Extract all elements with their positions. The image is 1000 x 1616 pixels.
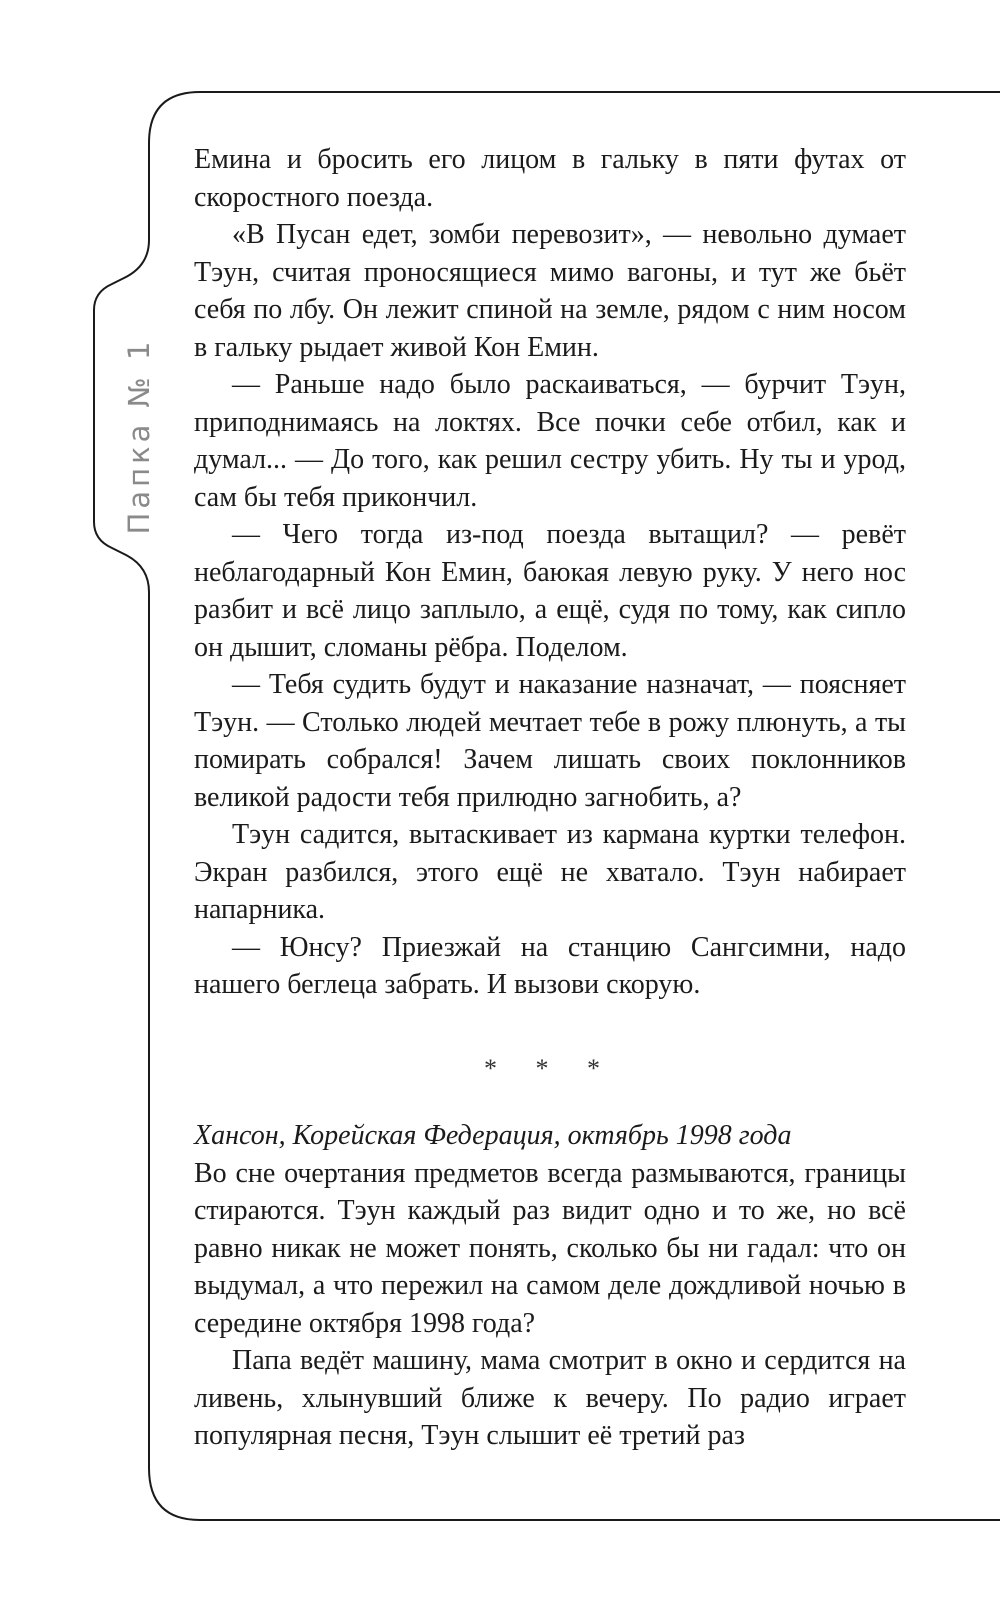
paragraph: — Раньше надо было раскаиваться, — бурчит Тэун, приподнимаясь на локтях. Все почки себе отбил, как и думал... — До того, как решил сестру убить. Ну ты и урод, сам бы тебя прикончил. xyxy=(194,369,906,513)
paragraph: Емина и бросить его лицом в гальку в пяти футах от скоростного поезда. xyxy=(194,144,906,213)
paragraph: — Тебя судить будут и наказание назначат, — поясняет Тэун. — Столько людей мечтает тебе в рожу плюнуть, а ты помирать собрался! Зачем лишать своих поклонников великой радости тебя прилюдно загнобить, а? xyxy=(194,669,906,813)
paragraph: Папа ведёт машину, мама смотрит в окно и сердится на ливень, хлынувший ближе к вечеру. По радио играет популярная песня, Тэун слышит её третий раз xyxy=(194,1345,906,1451)
section-separator: * * * xyxy=(484,1053,616,1083)
paragraph: Тэун садится, вытаскивает из кармана куртки телефон. Экран разбился, этого ещё не хватало. Тэун набирает напарника. xyxy=(194,819,906,925)
page-text xyxy=(194,141,906,1455)
paragraph: «В Пусан едет, зомби перевозит», — невольно думает Тэун, считая проносящиеся мимо вагоны, и тут же бьёт себя по лбу. Он лежит спиной на земле, рядом с ним носом в гальку рыдает живой Кон Емин. xyxy=(194,219,906,363)
paragraph: — Чего тогда из-под поезда вытащил? — ревёт неблагодарный Кон Емин, баюкая левую руку. У него нос разбит и всё лицо заплыло, а ещё, судя по тому, как сипло он дышит, сломаны рёбра. Поделом. xyxy=(194,519,906,663)
paragraph: — Юнсу? Приезжай на станцию Сангсимни, надо нашего беглеца забрать. И вызови скорую. xyxy=(194,931,906,1000)
paragraph: Во сне очертания предметов всегда размываются, границы стираются. Тэун каждый раз видит одно и то же, но всё равно никак не может понять, сколько бы ни гадал: что он выдумал, а что пережил на самом деле дождливой ночью в середине октября 1998 года? xyxy=(194,1157,906,1339)
folder-tab-label: Папка № 1 xyxy=(122,337,156,535)
section-heading: Хансон, Корейская Федерация, октябрь 1998 года xyxy=(194,1120,792,1151)
